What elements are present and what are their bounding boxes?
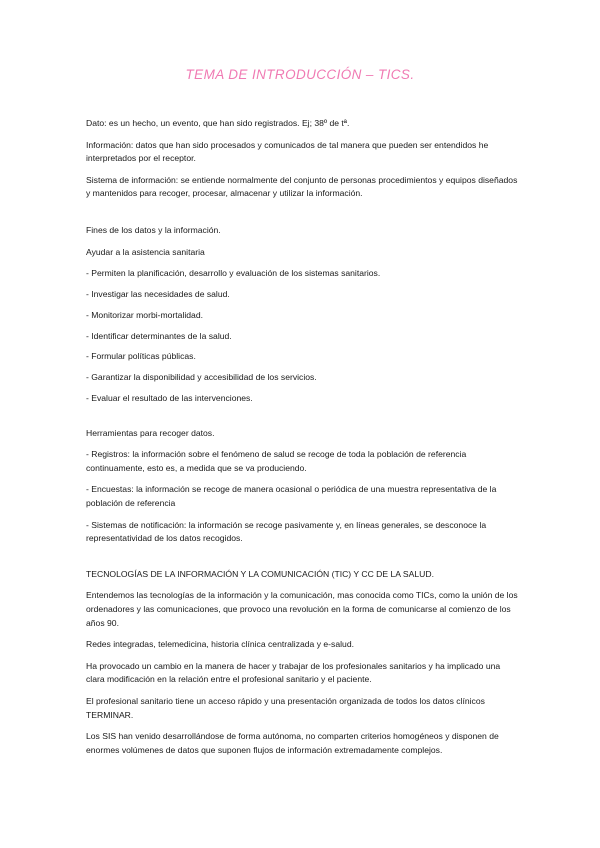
- document-title: TEMA DE INTRODUCCIÓN – TICS.: [185, 67, 415, 82]
- fines-heading: Fines de los datos y la información.: [86, 224, 221, 235]
- tic-paragraph: Ha provocado un cambio en la manera de hacer y trabajar de los profesionales sanitarios y ha implicado una clara modificación en la relación entre el profesional sanitario y el paciente.: [86, 660, 501, 685]
- fines-subheading: Ayudar a la asistencia sanitaria: [86, 246, 205, 257]
- tic-paragraph: Los SIS han venido desarrollándose de forma autónoma, no comparten criterios homogéneos y disponen de enormes volúmenes de datos que suponen flujos de información extremadamente complejos.: [86, 731, 499, 755]
- tic-paragraph: El profesional sanitario tiene un acceso rápido y una presentación organizada de todos los datos clínicos TERMINAR.: [86, 695, 485, 720]
- definition-dato: Dato: es un hecho, un evento, que han sido registrados. Ej; 38º de tª.: [86, 118, 350, 128]
- tic-paragraph: Redes integradas, telemedicina, historia clínica centralizada y e-salud.: [86, 639, 354, 650]
- list-item: - Investigar las necesidades de salud.: [86, 288, 230, 299]
- list-item: - Garantizar la disponibilidad y accesibilidad de los servicios.: [86, 372, 317, 383]
- list-item: - Encuestas: la información se recoge de manera ocasional o periódica de una muestra representativa de la población de referencia: [86, 484, 497, 508]
- fines-list: [86, 267, 518, 405]
- list-item: - Formular políticas públicas.: [86, 351, 196, 362]
- list-item: - Registros: la información sobre el fenómeno de salud se recoge de toda la población de referencia continuamente, esto es, a medida que se va produciendo.: [86, 449, 467, 473]
- list-item: - Evaluar el resultado de las intervenciones.: [86, 392, 253, 403]
- definition-informacion: Información: datos que han sido procesados y comunicados de tal manera que pueden ser entendidos he interpretados por el receptor.: [86, 139, 489, 164]
- tic-heading: TECNOLOGÍAS DE LA INFORMACIÓN Y LA COMUNICACIÓN (TIC) Y CC DE LA SALUD.: [86, 568, 434, 579]
- list-item: - Sistemas de notificación: la información se recoge pasivamente y, en líneas generales, se desconoce la representatividad de los datos recogidos.: [86, 519, 487, 544]
- herramientas-heading: Herramientas para recoger datos.: [86, 427, 215, 438]
- definition-sistema: Sistema de información: se entiende normalmente del conjunto de personas procedimientos y equipos diseñados y mantenidos para recoger, procesar, almacenar y utilizar la información.: [86, 174, 518, 199]
- list-item: - Permiten la planificación, desarrollo y evaluación de los sistemas sanitarios.: [86, 268, 381, 279]
- list-item: - Monitorizar morbi-mortalidad.: [86, 309, 204, 320]
- list-item: - Identificar determinantes de la salud.: [86, 330, 232, 341]
- tic-paragraph: Entendemos las tecnologías de la información y la comunicación, mas conocida como TICs, como la unión de los ordenadores y las comunicaciones, que provoco una revolución en la forma de comunicarse al comienzo de los años 90.: [86, 590, 518, 628]
- document-body: [86, 117, 518, 765]
